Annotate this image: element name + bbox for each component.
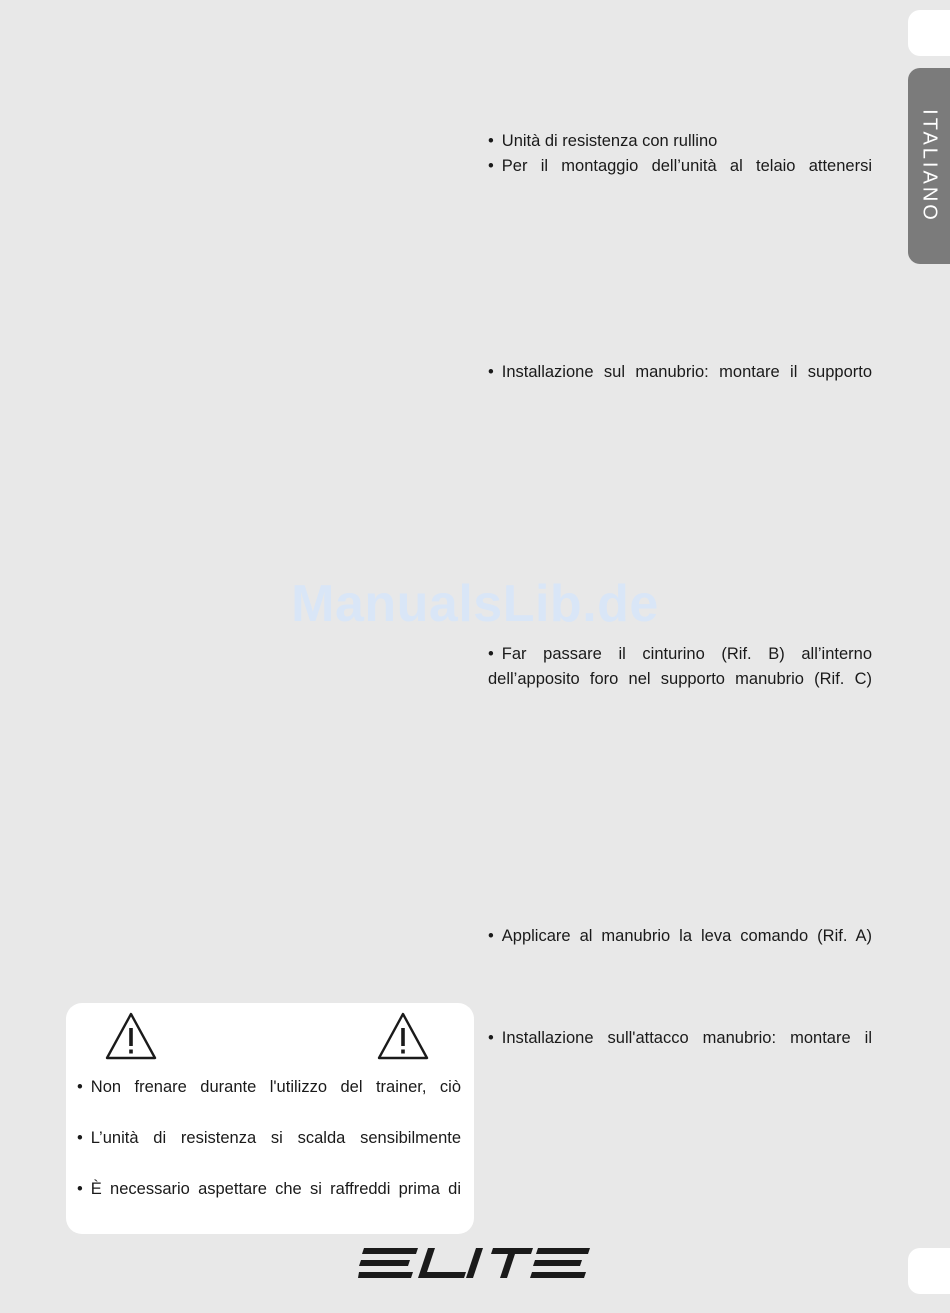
bullet-stem-install: • Installazione sull'attacco manubrio: montare il (488, 1029, 872, 1047)
bullet-resistance-unit: • Unità di resistenza con rullino (488, 132, 718, 150)
language-tab-label: ITALIANO (918, 109, 941, 223)
warning-triangle-icon (376, 1011, 430, 1061)
elite-logo (358, 1247, 590, 1279)
bullet-strap-through-continued: dell’apposito foro nel supporto manubrio (Rif. C) (488, 670, 872, 688)
language-tab (908, 68, 950, 264)
page-tab-bottom (908, 1248, 950, 1294)
warning-item-unit-heats: • L’unità di resistenza si scalda sensibilmente (77, 1129, 461, 1147)
warning-item-wait-cool: • È necessario aspettare che si raffreddi prima di (77, 1180, 461, 1198)
bullet-control-lever: • Applicare al manubrio la leva comando (Rif. A) (488, 927, 872, 945)
bullet-strap-through: • Far passare il cinturino (Rif. B) all’interno (488, 645, 872, 663)
page-tab-top (908, 10, 950, 56)
warning-box (66, 1003, 474, 1234)
bullet-handlebar-install: • Installazione sul manubrio: montare il supporto (488, 363, 872, 381)
warning-triangle-icon (104, 1011, 158, 1061)
warning-item-no-braking: • Non frenare durante l'utilizzo del trainer, ciò (77, 1078, 461, 1096)
watermark: ManualsLib.de (291, 575, 659, 633)
bullet-frame-mounting: • Per il montaggio dell’unità al telaio attenersi (488, 157, 872, 175)
